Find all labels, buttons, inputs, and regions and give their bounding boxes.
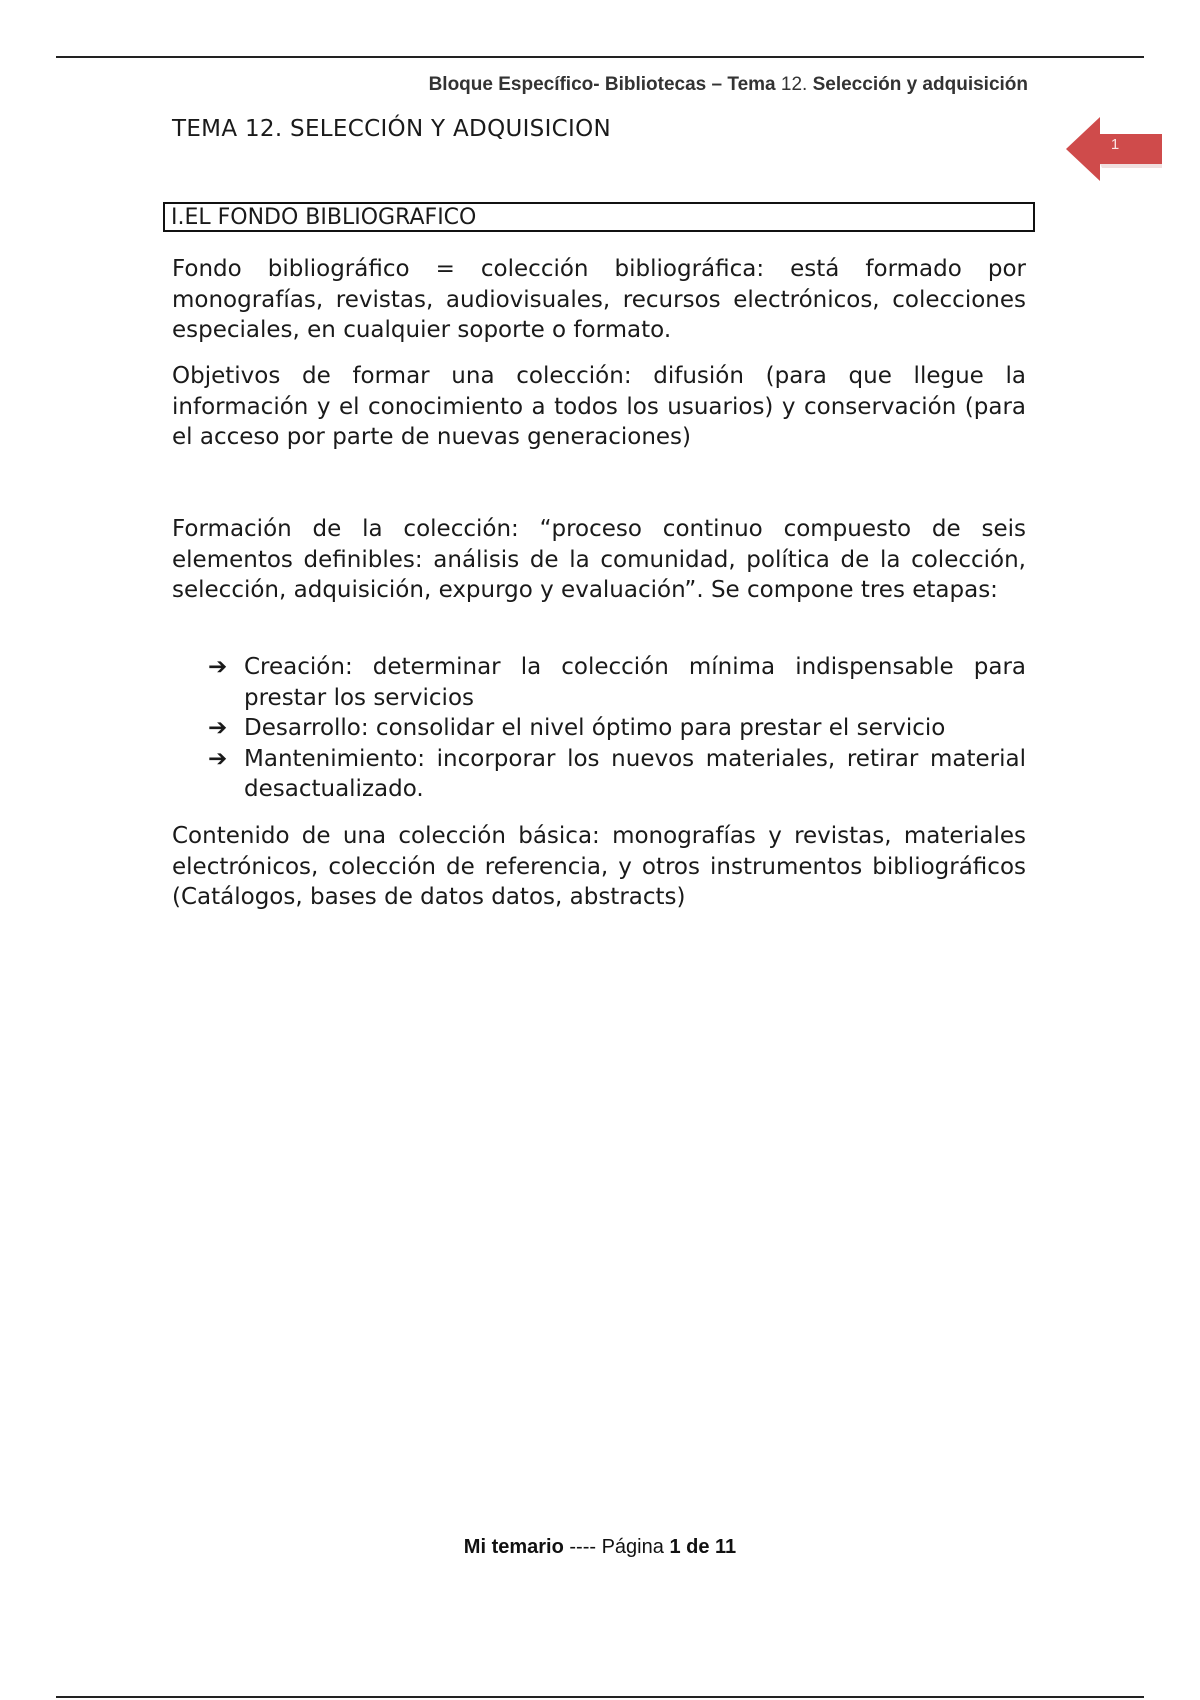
right-arrow-icon: ➔ (208, 715, 228, 741)
list-item (208, 713, 1026, 744)
stage-text: Creación: determinar la colección mínima indispensable para prestar los servicios (244, 654, 1026, 711)
footer-page-word: Página (601, 1536, 664, 1558)
paragraph-contenido: Contenido de una colección básica: monografías y revistas, materiales electrónicos, colección de referencia, y otros instrumentos bibliográficos (Catálogos, bases de datos datos, abstracts) (172, 823, 1026, 910)
header-part-3: 12. (780, 74, 808, 95)
page-footer (0, 1536, 1200, 1559)
list-item (208, 652, 1026, 713)
page-marker-arrow-icon (1066, 116, 1162, 182)
footer-total-pages: 11 (715, 1536, 737, 1558)
paragraph-fondo: Fondo bibliográfico = colección bibliográfica: está formado por monografías, revistas, audiovisuales, recursos electrónicos, colecciones especiales, en cualquier soporte o formato. (172, 256, 1026, 343)
header-part-1: Bloque Específico- Bibliotecas – (428, 74, 723, 95)
footer-label: Mi temario (463, 1536, 564, 1558)
paragraph-objetivos: Objetivos de formar una colección: difusión (para que llegue la información y el conocimiento a todos los usuarios) y conservación (para el acceso por parte de nuevas generaciones) (172, 363, 1026, 450)
page-marker-number: 1 (1110, 136, 1120, 153)
stages-list (208, 652, 1026, 805)
right-arrow-icon: ➔ (208, 654, 228, 680)
list-item (208, 744, 1026, 805)
stage-text: Mantenimiento: incorporar los nuevos materiales, retirar material desactualizado. (244, 745, 1026, 802)
stage-text: Desarrollo: consolidar el nivel óptimo para prestar el servicio (244, 715, 946, 741)
header-rule (56, 56, 1144, 58)
footer-separator: ---- (563, 1536, 602, 1558)
header-part-4: Selección y adquisición (812, 74, 1028, 95)
section-heading-box (163, 202, 1035, 232)
right-arrow-icon: ➔ (208, 745, 228, 772)
footer-current-page: 1 (669, 1536, 681, 1558)
running-header (429, 74, 1028, 96)
paragraph-formacion: Formación de la colección: “proceso continuo compuesto de seis elementos definibles: análisis de la comunidad, política de la colección, selección, adquisición, expurgo y evaluación”. Se compone tres etapas: (172, 516, 1026, 603)
section-heading: I.EL FONDO BIBLIOGRAFICO (171, 205, 477, 230)
footer-rule (56, 1696, 1144, 1698)
document-title: TEMA 12. SELECCIÓN Y ADQUISICION (172, 116, 612, 142)
header-part-2: Tema (727, 74, 776, 95)
footer-of: de (686, 1536, 710, 1558)
